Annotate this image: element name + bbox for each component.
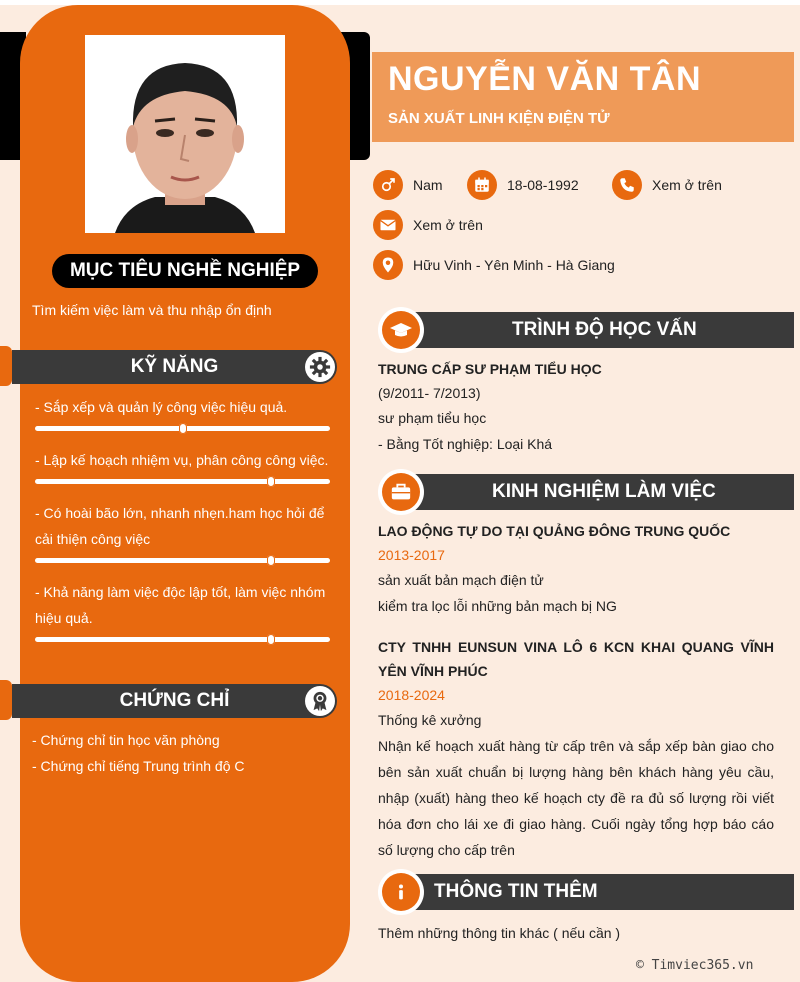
job-line: sản xuất bản mạch điện tử: [378, 572, 544, 588]
extra-title: THÔNG TIN THÊM: [434, 881, 598, 902]
certificates-header: [12, 684, 337, 718]
mail-icon: [373, 210, 403, 240]
footer-credit: © Timviec365.vn: [636, 958, 754, 973]
phone-icon: [612, 170, 642, 200]
job-line: kiểm tra lọc lỗi những bản mạch bị NG: [378, 598, 617, 614]
gender-icon: [373, 170, 403, 200]
birthday-value: 18-08-1992: [507, 177, 579, 193]
education-period: (9/2011- 7/2013): [378, 385, 481, 401]
calendar-icon: [467, 170, 497, 200]
graduation-cap-icon: [382, 311, 420, 349]
education-header: [400, 312, 794, 348]
gender-value: Nam: [413, 177, 443, 193]
extra-text: Thêm những thông tin khác ( nếu cần ): [378, 925, 621, 941]
experience-badge: [378, 469, 424, 515]
certificate-item: - Chứng chỉ tiếng Trung trình độ C: [32, 758, 245, 774]
skill-item: - Lập kế hoạch nhiệm vụ, phân công công việc.: [35, 452, 329, 468]
info-icon: [382, 873, 420, 911]
education-badge: [378, 307, 424, 353]
job-title: SẢN XUẤT LINH KIỆN ĐIỆN TỬ: [388, 110, 610, 127]
skill-level-bar: [35, 637, 330, 642]
skill-level-knob: [267, 634, 275, 645]
skill-item: - Có hoài bão lớn, nhanh nhẹn.ham học hỏi để cải thiện công việc: [35, 505, 325, 547]
address-value: Hữu Vinh - Yên Minh - Hà Giang: [413, 257, 615, 273]
education-grade: - Bằng Tốt nghiệp: Loại Khá: [378, 436, 553, 452]
skill-level-knob: [267, 476, 275, 487]
skill-item: - Sắp xếp và quản lý công việc hiệu quả.: [35, 399, 288, 415]
phone-value: Xem ở trên: [652, 177, 722, 193]
skills-accent: [0, 346, 12, 386]
job-line: Nhận kế hoạch xuất hàng từ cấp trên và sắp xếp bàn giao cho bên sản xuất chuẩn bị lượng hàng bên khách hàng yêu cầu, nhập (xuất) hàng theo kế hoạch cty đề ra đủ số lượng rồi viết hóa đơn cho lái xe đi giao hàng. Cuối ngày tổng hợp báo cáo số lượng cho cấp trên: [378, 738, 774, 858]
job-company: LAO ĐỘNG TỰ DO TẠI QUẢNG ĐÔNG TRUNG QUỐC: [378, 523, 731, 539]
skill-item: - Khả năng làm việc độc lập tốt, làm việc nhóm hiệu quả.: [35, 584, 326, 626]
job-company: CTY TNHH EUNSUN VINA LÔ 6 KCN KHAI QUANG VĨNH YÊN VĨNH PHÚC: [378, 639, 774, 679]
gear-icon: [305, 352, 335, 382]
skills-title: KỸ NĂNG: [130, 356, 219, 377]
skill-level-bar: [35, 479, 330, 484]
skill-level-bar: [35, 558, 330, 563]
job-period: 2013-2017: [378, 547, 445, 563]
objective-text: Tìm kiếm việc làm và thu nhập ổn định: [32, 302, 272, 318]
name-header: [372, 52, 794, 142]
education-title: TRÌNH ĐỘ HỌC VẤN: [512, 319, 697, 340]
skill-level-bar: [35, 426, 330, 431]
profile-photo: [85, 35, 285, 233]
job-period: 2018-2024: [378, 687, 445, 703]
extra-badge: [378, 869, 424, 915]
medal-icon: [305, 686, 335, 716]
certificates-title: CHỨNG CHỈ: [119, 690, 230, 711]
certificate-item: - Chứng chỉ tin học văn phòng: [32, 732, 220, 748]
candidate-name: NGUYỄN VĂN TÂN: [388, 60, 702, 98]
experience-header: [400, 474, 794, 510]
skill-level-knob: [267, 555, 275, 566]
education-school: TRUNG CẤP SƯ PHẠM TIỂU HỌC: [378, 361, 602, 377]
location-icon: [373, 250, 403, 280]
skills-header: [12, 350, 337, 384]
objective-title: MỤC TIÊU NGHỀ NGHIỆP: [52, 254, 318, 288]
email-value: Xem ở trên: [413, 217, 483, 233]
briefcase-icon: [382, 473, 420, 511]
extra-header: [400, 874, 794, 910]
education-major: sư phạm tiểu học: [378, 410, 487, 426]
certificates-accent: [0, 680, 12, 720]
job-line: Thống kê xưởng: [378, 712, 482, 728]
skill-level-knob: [179, 423, 187, 434]
experience-title: KINH NGHIỆM LÀM VIỆC: [492, 481, 716, 502]
